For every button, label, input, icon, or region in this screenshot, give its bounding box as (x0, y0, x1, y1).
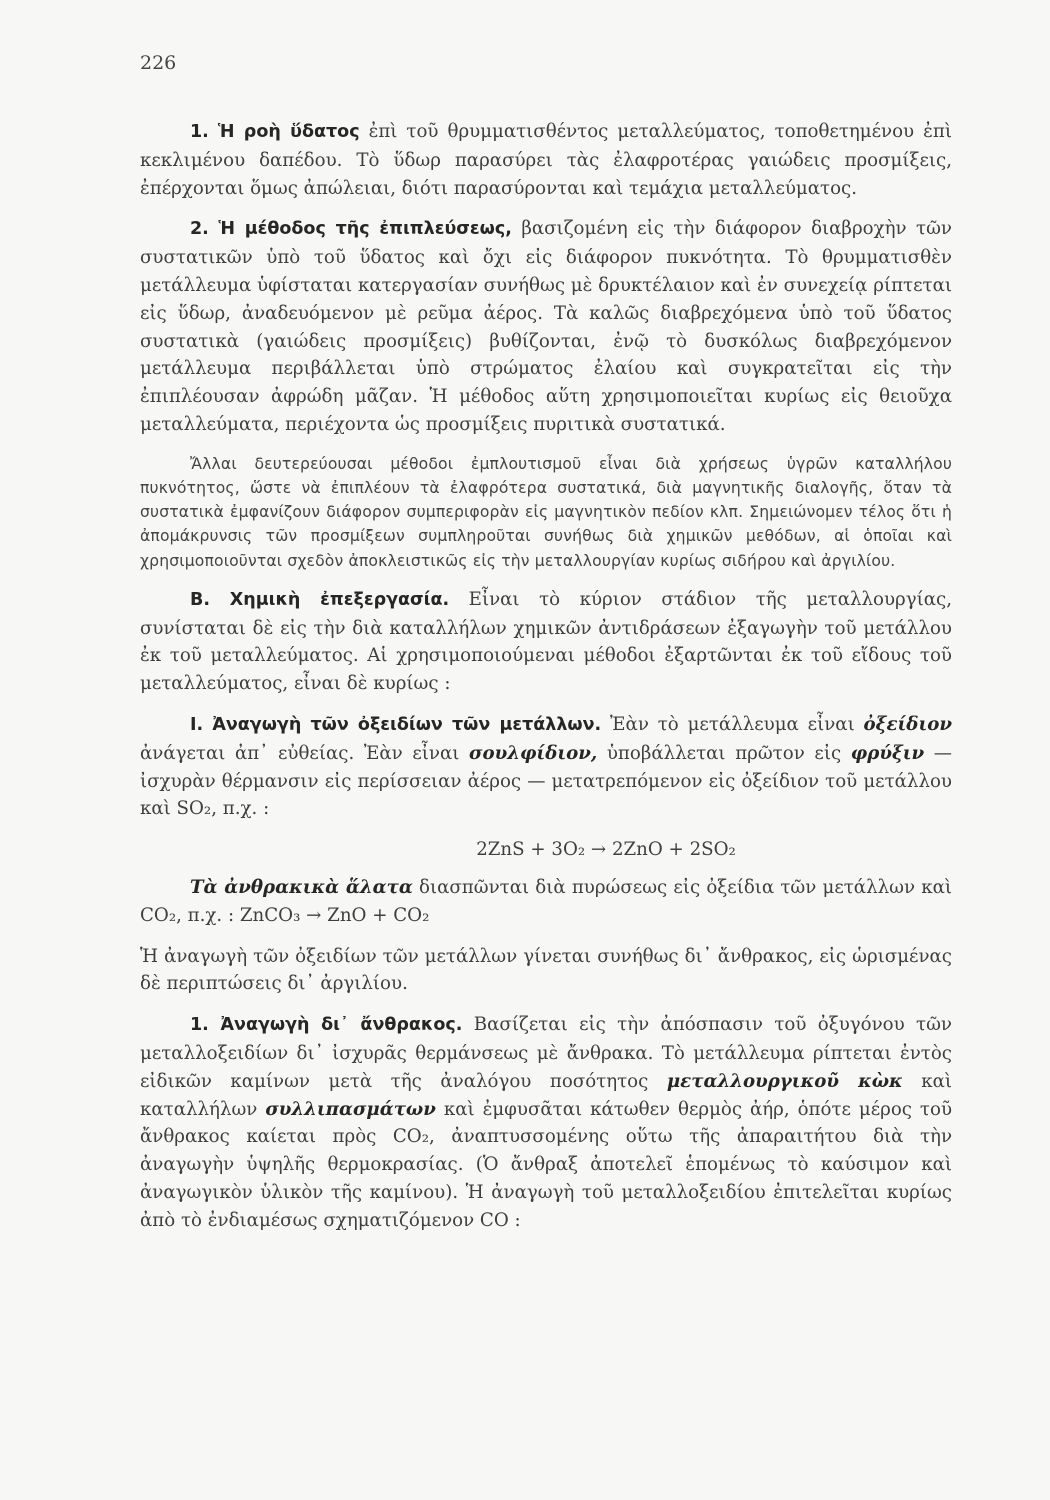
page-body (140, 118, 952, 1248)
paragraph-text: διασπῶνται διὰ πυρώσεως εἰς ὀξείδια τῶν μετάλλων καὶ CO₂, π.χ. : ZnCO₃ → ZnO + CO₂ (140, 876, 952, 926)
paragraph-secondary-methods: Ἄλλαι δευτερεύουσαι μέθοδοι ἐμπλουτισμοῦ εἶναι διὰ χρήσεως ὑγρῶν καταλλήλου πυκνότητος, ὥστε νὰ ἐπιπλέουν τὰ ἐλαφρότερα συστατικά, διὰ μαγνητικῆς διαλογῆς, ὅταν τὰ συστατικὰ ἐμφανίζουν διάφορον συμπεριφορὰν εἰς μαγνητικὸν πεδίον κλπ. Σημειώνομεν τέλος ὅτι ἡ ἀπομάκρυνσις τῶν προσμίξεων συμπληροῦται συνήθως διὰ χημικῶν μεθόδων, αἱ ὁποῖαι καὶ χρησιμοποιοῦνται σχεδὸν ἀποκλειστικῶς εἰς τὴν μεταλλουργίαν κυρίως σιδήρου καὶ ἀργιλίου. (140, 454, 952, 570)
paragraph-text: καὶ καταλλήλων (140, 1070, 952, 1120)
term-fluxes: συλλιπασμάτων (265, 1098, 436, 1120)
term-carbonates: Τὰ ἀνθρακικὰ ἅλατα (190, 876, 413, 898)
page-number: 226 (140, 52, 177, 74)
item-number: 2. (190, 219, 209, 240)
paragraph-text: ἀνάγεται ἀπ᾽ εὐθείας. Ἐὰν εἶναι (140, 742, 470, 764)
paragraph-chemical-processing (140, 586, 952, 698)
paragraph-text: Ἐὰν τὸ μετάλλευμα εἶναι (601, 713, 864, 735)
term-roasting: φρύξιν (850, 742, 925, 764)
paragraph-text: ὑποβάλλεται πρῶτον εἰς (597, 742, 851, 764)
paragraph-carbonates (140, 874, 952, 930)
paragraph-text: Εἶναι τὸ κύριον στάδιον τῆς μεταλλουργίας, συνίσταται δὲ εἰς τὴν διὰ καταλλήλων χημικῶν ἀντιδράσεων ἐξαγωγὴν τοῦ μετάλλου ἐκ τοῦ μεταλλεύματος. Αἱ χρησιμοποιούμεναι μέθοδοι ἐξαρτῶνται ἐκ τοῦ εἴδους τοῦ μεταλλεύματος, εἶναι δὲ κυρίως : (140, 588, 952, 695)
paragraph-text: Βασίζεται εἰς τὴν ἀπόσπασιν τοῦ ὀξυγόνου τῶν μεταλλοξειδίων δι᾽ ἰσχυρᾶς θερμάνσεως μὲ ἄνθρακα. Τὸ μετάλλευμα ρίπτεται ἐντὸς εἰδικῶν καμίνων μετὰ τῆς ἀναλόγου ποσότητος (140, 1014, 952, 1092)
item-number: 1. (190, 122, 209, 142)
paragraph-text: βασιζομένη εἰς τὴν διάφορον διαβροχὴν τῶν συστατικῶν ὑπὸ τοῦ ὕδατος καὶ ὄχι εἰς διάφορον πυκνότητα. Τὸ θρυμματισθὲν μετάλλευμα ὑφίσταται κατεργασίαν συνήθως μὲ δρυκτέλαιον καὶ ἐν συνεχείᾳ ρίπτεται εἰς ὕδωρ, ἀναδευόμενον μὲ ρεῦμα ἀέρος. Τὰ καλῶς διαβρεχόμενα ὑπὸ τοῦ ὕδατος συστατικὰ (γαιώδεις προσμίξεις) βυθίζονται, ἐνῷ τὸ δυσκόλως διαβρεχόμενον μετάλλευμα περιβάλλεται ὑπὸ στρώματος ἐλαίου καὶ συγκρατεῖται εἰς τὴν ἐπιπλέουσαν ἀφρώδη μᾶζαν. Ἡ μέθοδος αὕτη χρησιμοποιεῖται κυρίως εἰς θειοῦχα μεταλλεύματα, περιέχοντα ὡς προσμίξεις πυριτικὰ συστατικά. (140, 218, 952, 435)
term-oxide: ὀξείδιον (863, 713, 952, 735)
paragraph-carbon-reduction (140, 1011, 952, 1234)
heading-water-flow: Ἡ ροὴ ὕδατος (217, 122, 360, 142)
paragraph-text: ἐπὶ τοῦ θρυμματισθέντος μεταλλεύματος, τοποθετημένου ἐπὶ κεκλιμένου δαπέδου. Τὸ ὕδωρ παρασύρει τὰς ἐλαφροτέρας γαιώδεις προσμίξεις, ἐπέρχονται ὅμως ἀπώλειαι, διότι παρασύρονται καὶ τεμάχια μεταλλεύματος. (140, 121, 952, 199)
heading-carbon-reduction: 1. Ἀναγωγὴ δι᾽ ἄνθρακος. (190, 1015, 463, 1036)
paragraph-text: καὶ ἐμφυσᾶται κάτωθεν θερμὸς ἀήρ, ὁπότε μέρος τοῦ ἄνθρακος καίεται πρὸς CO₂, ἀναπτυσσομένης οὕτω τῆς ἀπαραιτήτου διὰ τὴν ἀναγωγὴν ὑψηλῆς θερμοκρασίας. (Ὁ ἄνθραξ ἀποτελεῖ ἑπομένως τὸ καύσιμον καὶ ἀναγωγικὸν ὑλικὸν τῆς καμίνου). Ἡ ἀναγωγὴ τοῦ μεταλλοξειδίου ἐπιτελεῖται κυρίως ἀπὸ τὸ ἐνδιαμέσως σχηματιζόμενον CO : (140, 1098, 952, 1231)
term-coke: μεταλλουργικοῦ κὼκ (666, 1070, 903, 1092)
paragraph-water-flow (140, 118, 952, 202)
paragraph-reduction-agents: Ἡ ἀναγωγὴ τῶν ὀξειδίων τῶν μετάλλων γίνεται συνήθως δι᾽ ἄνθρακος, εἰς ὡρισμένας δὲ περιπτώσεις δι᾽ ἀργιλίου. (140, 945, 952, 995)
paragraph-text: — ἰσχυρὰν θέρμανσιν εἰς περίσσειαν ἀέρος — μετατρεπόμενον εἰς ὀξείδιον τοῦ μετάλλου καὶ SO₂, π.χ. : (140, 742, 952, 820)
paragraph-flotation (140, 215, 952, 438)
equation-zns-roasting: 2ZnS + 3O₂ → 2ZnO + 2SO₂ (476, 839, 736, 861)
heading-chemical-processing: Β. Χημικὴ ἐπεξεργασία. (190, 589, 450, 610)
heading-flotation: Ἡ μέθοδος τῆς ἐπιπλεύσεως, (218, 219, 512, 240)
paragraph-oxide-reduction (140, 711, 952, 823)
heading-oxide-reduction: Ι. Ἀναγωγὴ τῶν ὀξειδίων τῶν μετάλλων. (190, 714, 602, 735)
term-sulfide: σουλφίδιον, (469, 742, 598, 764)
